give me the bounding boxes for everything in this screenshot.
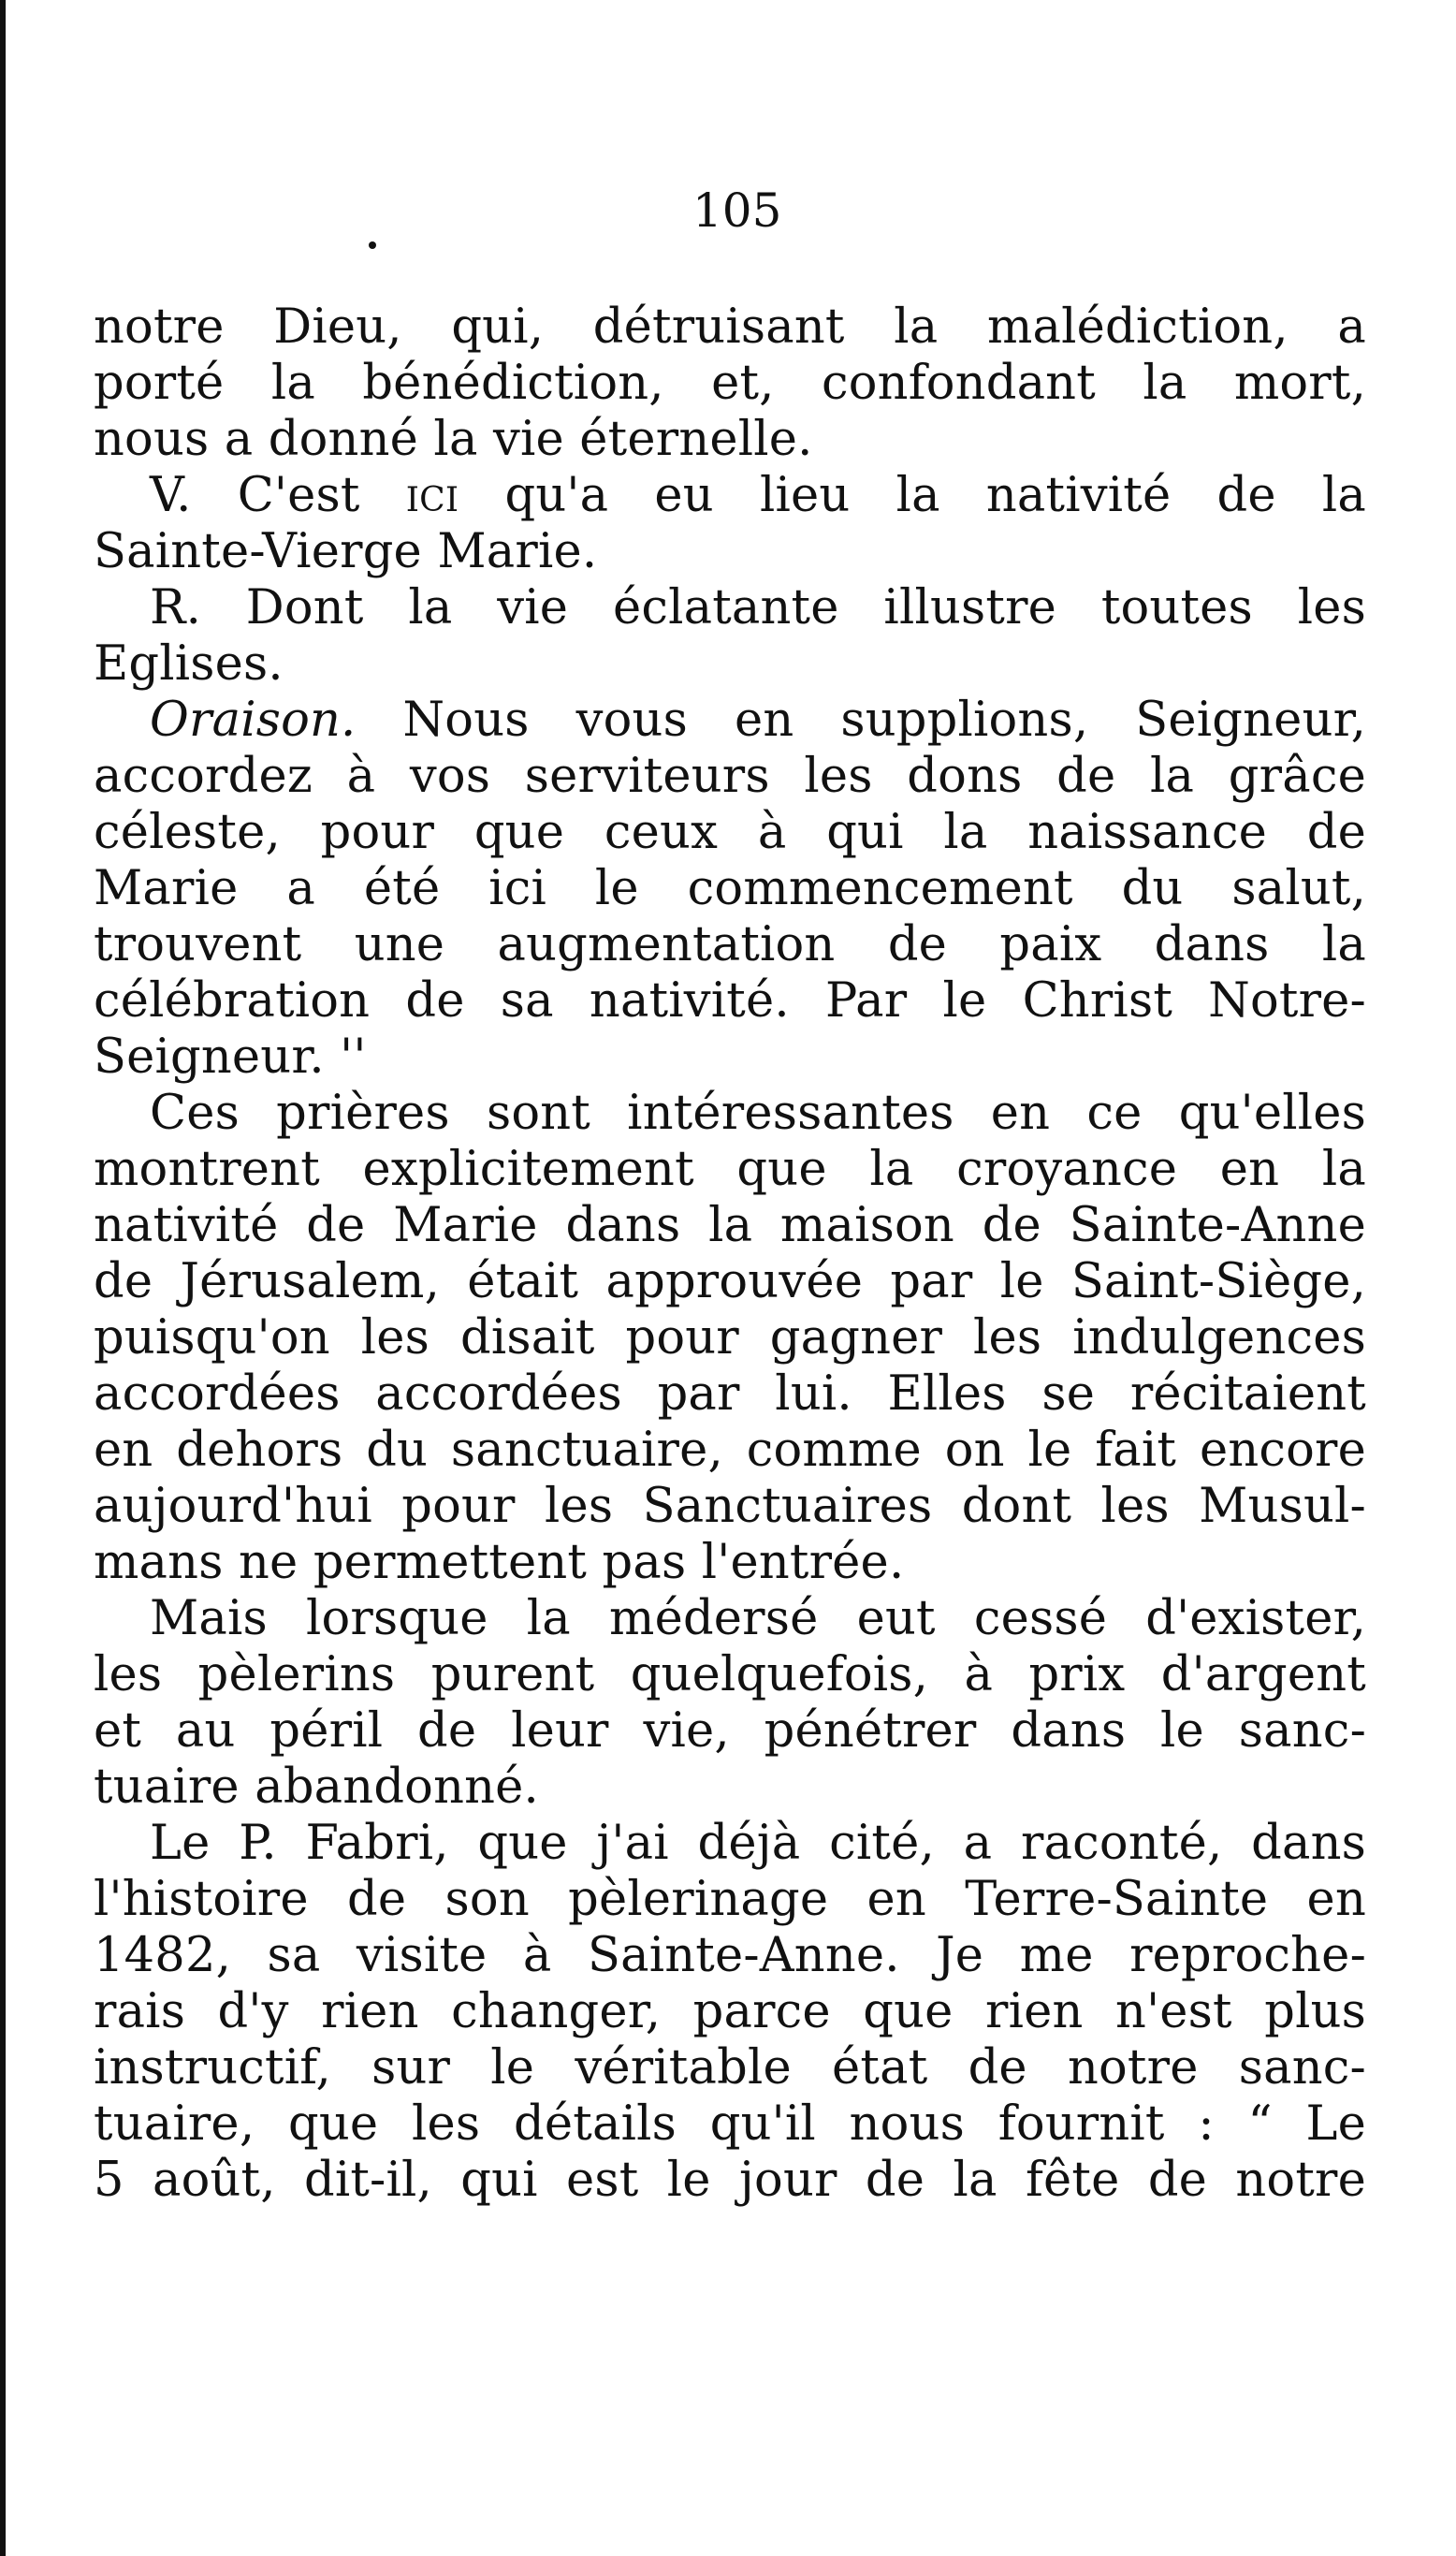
text-line: Le P. Fabri, que j'ai déjà cité, a raconté, dans: [150, 1816, 1366, 1871]
text-span: Nous vous en supplions, Seigneur,: [356, 693, 1366, 748]
text-line: 5 août, dit-il, qui est le jour de la fête de notre: [94, 2153, 1366, 2208]
text-line: accordées accordées par lui. Elles se récitaient: [94, 1366, 1366, 1422]
body-text: [94, 299, 1366, 2209]
text-line: Eglises.: [94, 636, 284, 692]
text-span: qu'a eu lieu la nativité de la: [459, 468, 1366, 523]
text-line: accordez à vos serviteurs les dons de la grâce: [94, 749, 1366, 804]
text-line: [94, 468, 1366, 524]
text-line: Marie a été ici le commencement du salut,: [94, 861, 1366, 916]
small-caps-word: ici: [405, 468, 459, 523]
text-line: les pèlerins purent quelquefois, à prix d'argent: [94, 1647, 1366, 1702]
print-speck: [369, 241, 376, 249]
text-line: [94, 693, 1366, 749]
text-line: R. Dont la vie éclatante illustre toutes les: [150, 580, 1366, 635]
text-line: Seigneur. '': [94, 1030, 367, 1085]
text-line: célébration de sa nativité. Par le Christ Notre-: [94, 973, 1366, 1029]
text-line: aujourd'hui pour les Sanctuaires dont les Musul-: [94, 1479, 1366, 1534]
text-line: 1482, sa visite à Sainte-Anne. Je me reproche-: [94, 1928, 1366, 1983]
text-line: en dehors du sanctuaire, comme on le fait encore: [94, 1423, 1366, 1478]
text-line: montrent explicitement que la croyance en la: [94, 1142, 1366, 1197]
text-line: trouvent une augmentation de paix dans la: [94, 917, 1366, 972]
text-line: l'histoire de son pèlerinage en Terre-Sainte en: [94, 1872, 1366, 1927]
text-line: nous a donné la vie éternelle.: [94, 412, 813, 467]
text-line: instructif, sur le véritable état de notre sanc-: [94, 2040, 1366, 2096]
page-edge-rule: [0, 0, 6, 2556]
italic-heading: Oraison.: [150, 693, 357, 748]
text-line: Sainte-Vierge Marie.: [94, 524, 598, 579]
text-line: tuaire, que les détails qu'il nous fournit : “ Le: [94, 2096, 1366, 2152]
text-line: nativité de Marie dans la maison de Sainte-Anne: [94, 1198, 1366, 1253]
text-line: de Jérusalem, était approuvée par le Saint-Siège,: [94, 1254, 1366, 1309]
text-span: V. C'est: [150, 468, 406, 523]
text-line: Ces prières sont intéressantes en ce qu'elles: [150, 1086, 1366, 1141]
text-line: céleste, pour que ceux à qui la naissance de: [94, 805, 1366, 860]
text-line: rais d'y rien changer, parce que rien n'est plus: [94, 1984, 1366, 2039]
text-line: et au péril de leur vie, pénétrer dans le sanc-: [94, 1703, 1366, 1759]
text-line: notre Dieu, qui, détruisant la malédiction, a: [94, 299, 1366, 355]
text-line: mans ne permettent pas l'entrée.: [94, 1535, 905, 1590]
text-line: puisqu'on les disait pour gagner les indulgences: [94, 1310, 1366, 1366]
page-number: 105: [692, 183, 782, 238]
text-line: Mais lorsque la médersé eut cessé d'exister,: [150, 1591, 1366, 1646]
text-line: porté la bénédiction, et, confondant la mort,: [94, 356, 1366, 411]
text-line: tuaire abandonné.: [94, 1760, 539, 1815]
